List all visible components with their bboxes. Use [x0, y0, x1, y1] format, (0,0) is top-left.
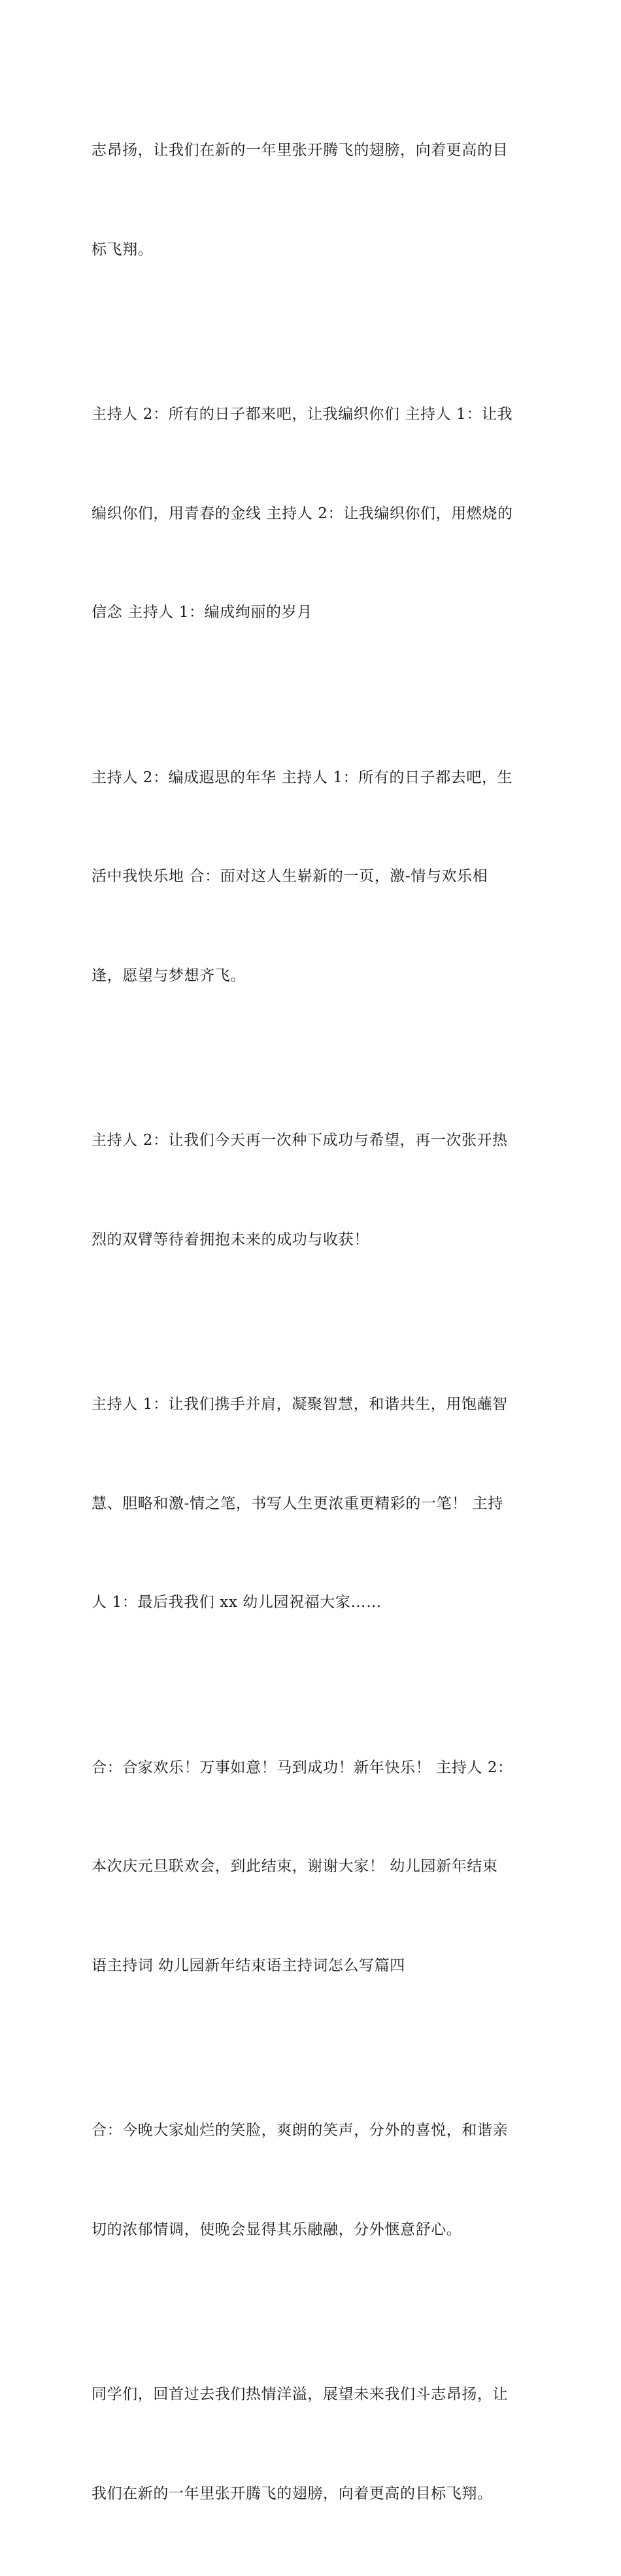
text-line: 合：合家欢乐！万事如意！马到成功！新年快乐！ 主持人 2：	[92, 1759, 513, 1776]
text-line: 同学们，回首过去我们热情洋溢，展望未来我们斗志昂扬，让	[92, 2386, 509, 2403]
text-line: 合：今晚大家灿烂的笑脸，爽朗的笑声，分外的喜悦，和谐亲	[92, 2122, 509, 2139]
paragraph	[92, 695, 536, 1059]
text-line: 主持人 2：所有的日子都来吧，让我编织你们 主持人 1：让我	[92, 406, 513, 423]
text-line: 活中我快乐地 合：面对这人生崭新的一页，激-情与欢乐相	[92, 868, 488, 885]
paragraph	[92, 1685, 536, 2049]
text-line: 主持人 1：让我们携手并肩，凝聚智慧，和谐共生，用饱蘸智	[92, 1396, 508, 1413]
text-line: 标飞翔。	[92, 240, 154, 258]
text-line: 我们在新的一年里张开腾飞的翅膀，向着更高的目标飞翔。	[92, 2485, 493, 2502]
paragraph	[92, 68, 536, 332]
text-line: 人 1：最后我我们 xx 幼儿园祝福大家……	[92, 1594, 382, 1611]
paragraph	[92, 2048, 536, 2312]
document-body	[92, 68, 536, 2576]
paragraph	[92, 332, 536, 695]
text-line: 主持人 2：编成遐思的年华 主持人 1：所有的日子都去吧，生	[92, 768, 513, 786]
paragraph	[92, 2312, 536, 2576]
text-line: 信念 主持人 1：编成绚丽的岁月	[92, 604, 312, 621]
text-line: 主持人 2：让我们今天再一次种下成功与希望，再一次张开热	[92, 1132, 508, 1149]
text-line: 慧、胆略和激-情之笔，书写人生更浓重更精彩的一笔！ 主持	[92, 1494, 503, 1512]
paragraph	[92, 1322, 536, 1685]
text-line: 编织你们，用青春的金线 主持人 2：让我编织你们，用燃烧的	[92, 504, 513, 522]
text-line: 逢，愿望与梦想齐飞。	[92, 966, 246, 984]
text-line: 切的浓郁情调，使晚会显得其乐融融，分外惬意舒心。	[92, 2221, 462, 2238]
text-line: 语主持词 幼儿园新年结束语主持词怎么写篇四	[92, 1957, 405, 1974]
text-line: 本次庆元旦联欢会，到此结束，谢谢大家！ 幼儿园新年结束	[92, 1858, 498, 1875]
text-line: 烈的双臂等待着拥抱未来的成功与收获！	[92, 1230, 369, 1248]
paragraph	[92, 1058, 536, 1322]
text-line: 志昂扬，让我们在新的一年里张开腾飞的翅膀，向着更高的目	[92, 142, 509, 159]
